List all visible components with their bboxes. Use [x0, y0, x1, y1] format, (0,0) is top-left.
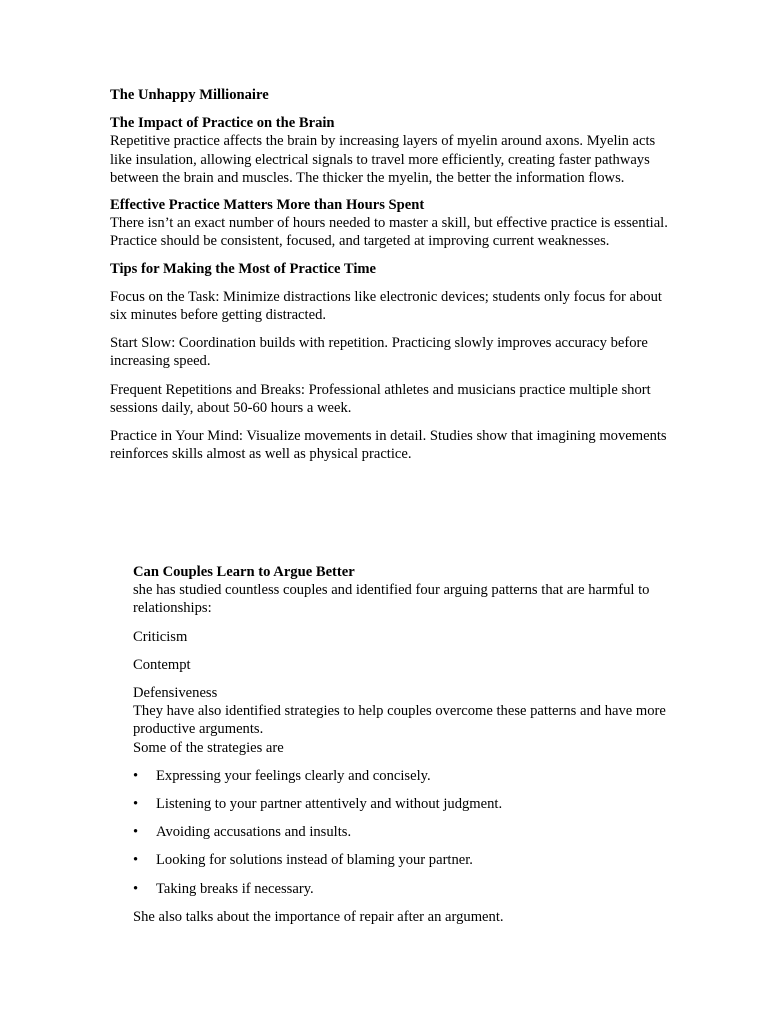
pattern-item: Contempt [133, 656, 191, 673]
strategies-lead: Some of the strategies are [133, 739, 284, 756]
strategy-text: Taking breaks if necessary. [156, 880, 314, 897]
couples-intro-block [133, 563, 673, 618]
list-item [133, 880, 673, 898]
strategy-text: Expressing your feelings clearly and concisely. [156, 767, 431, 784]
effective-block [110, 196, 670, 251]
couples-intro: she has studied countless couples and identified four arguing patterns that are harmful to relationships: [133, 582, 650, 617]
list-item [133, 795, 673, 813]
tip-paragraph: Frequent Repetitions and Breaks: Professional athletes and musicians practice multiple short sessions daily, about 50-60 hours a week. [110, 381, 651, 416]
strategies-intro-block [133, 684, 673, 757]
tips-heading: Tips for Making the Most of Practice Time [110, 260, 377, 277]
bullet-icon: • [133, 824, 139, 841]
couples-heading: Can Couples Learn to Argue Better [133, 564, 355, 580]
impact-body: Repetitive practice affects the brain by increasing layers of myelin around axons. Myelin acts like insulation, allowing electrical signals to travel more efficiently, creating faster pathways between the brain and muscles. The thicker the myelin, the better the information flows. [110, 133, 656, 186]
strategies-list [133, 767, 673, 898]
practice-section [110, 86, 670, 473]
strategy-text: Avoiding accusations and insults. [156, 824, 352, 841]
bullet-icon: • [133, 796, 139, 813]
strategy-text: Listening to your partner attentively and without judgment. [156, 796, 503, 813]
pattern-item: Defensiveness [133, 685, 218, 702]
tip-paragraph: Focus on the Task: Minimize distractions like electronic devices; students only focus for about six minutes before getting distracted. [110, 288, 662, 324]
list-item [133, 823, 673, 841]
effective-heading: Effective Practice Matters More than Hours Spent [110, 197, 425, 214]
effective-body: There isn’t an exact number of hours needed to master a skill, but effective practice is essential. Practice should be consistent, focused, and targeted at improving current weaknesses. [110, 215, 668, 250]
list-item [133, 851, 673, 869]
tip-paragraph: Start Slow: Coordination builds with repetition. Practicing slowly improves accuracy before increasing speed. [110, 335, 648, 370]
strategy-text: Looking for solutions instead of blaming your partner. [156, 852, 473, 869]
document-title: The Unhappy Millionaire [110, 87, 269, 103]
impact-block [110, 114, 670, 187]
couples-section [133, 563, 673, 936]
impact-heading: The Impact of Practice on the Brain [110, 115, 335, 132]
bullet-icon: • [133, 880, 139, 897]
pattern-item: Criticism [133, 628, 188, 645]
bullet-icon: • [133, 852, 139, 869]
tip-paragraph: Practice in Your Mind: Visualize movements in detail. Studies show that imagining movements reinforces skills almost as well as physical practice. [110, 428, 667, 463]
list-item [133, 767, 673, 785]
bullet-icon: • [133, 767, 139, 784]
closing-paragraph: She also talks about the importance of repair after an argument. [133, 908, 504, 925]
strategies-intro: They have also identified strategies to help couples overcome these patterns and have more productive arguments. [133, 703, 666, 738]
